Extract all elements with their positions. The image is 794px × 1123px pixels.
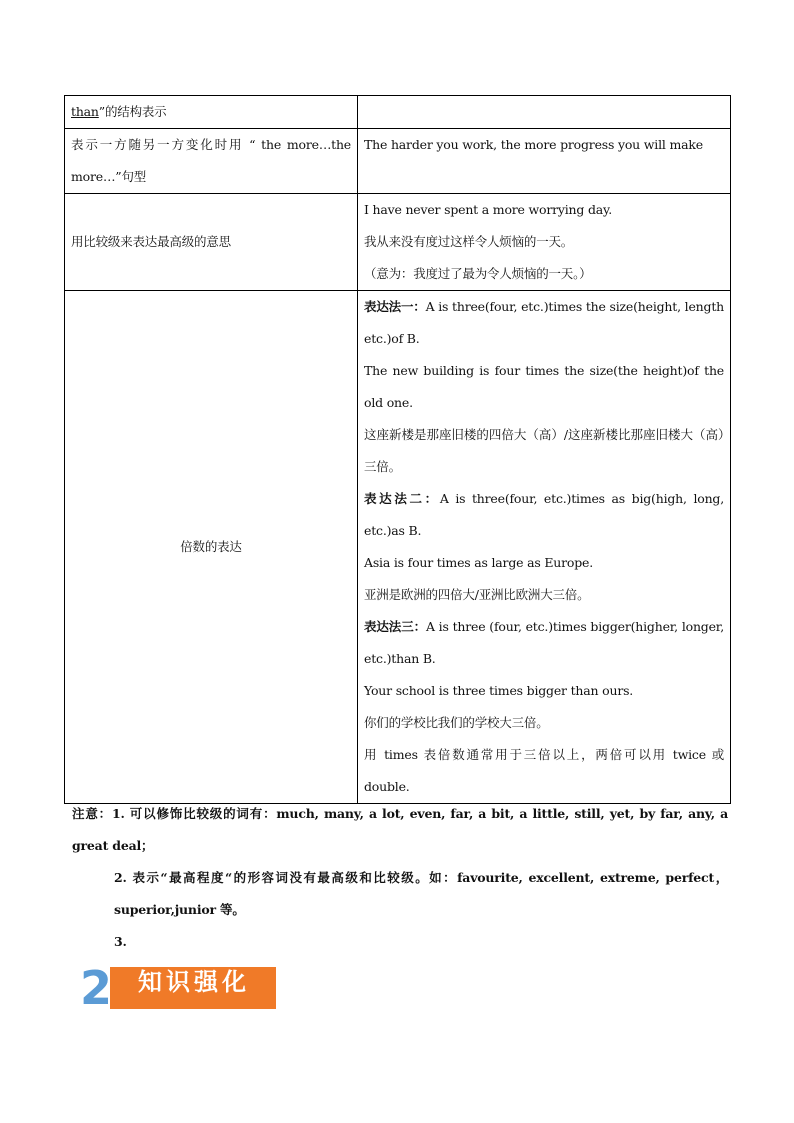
section-title: 知识强化 [138, 967, 250, 996]
table-cell [358, 96, 731, 129]
example-cn: 我从来没有度过这样令人烦恼的一天。 [364, 234, 574, 249]
table-row [65, 96, 731, 129]
table-row [65, 291, 731, 804]
method-text: A is three(four, etc.)times the size(height, length etc.)of B. [364, 299, 724, 346]
table-row [65, 129, 731, 194]
section-banner [80, 961, 276, 1015]
section-number: 2 [80, 961, 113, 1015]
method-2 [364, 483, 724, 547]
method-label: 表达法二： [364, 491, 440, 506]
example-cn: 你们的学校比我们的学校大三倍。 [364, 715, 549, 730]
table-cell [65, 96, 358, 129]
example-meaning: （意为：我度过了最为令人烦恼的一天。） [364, 266, 592, 281]
note-1: 注意：1. 可以修饰比较级的词有：much, many, a lot, even, far, a bit, a little, still, yet, by far, any, a great deal； [72, 806, 728, 853]
note-2: 2. 表示“最高程度“的形容词没有最高级和比较级。如：favourite, excellent, extreme, perfect，superior,junior 等。 [114, 870, 728, 917]
method-text: A is three(four, etc.)times as big(high, long, etc.)as B. [364, 491, 724, 538]
table-cell: The harder you work, the more progress you will make [358, 129, 731, 194]
table-cell: 表示一方随另一方变化时用 “ the more…the more…”句型 [65, 129, 358, 194]
example-en: Asia is four times as large as Europe. [364, 555, 593, 570]
grammar-table [64, 95, 731, 804]
times-note: 用 times 表倍数通常用于三倍以上，两倍可以用 twice 或 double. [364, 747, 724, 794]
note-3: 3. [114, 934, 127, 949]
method-3 [364, 611, 724, 675]
table-cell [358, 194, 731, 291]
example-cn: 亚洲是欧洲的四倍大/亚洲比欧洲大三倍。 [364, 587, 590, 602]
method-label: 表达法一： [364, 299, 426, 314]
example-en: The new building is four times the size(the height)of the old one. [364, 363, 724, 410]
cell-text: ”的结构表示 [98, 104, 167, 119]
method-text: A is three (four, etc.)times bigger(higher, longer, etc.)than B. [364, 619, 724, 666]
example-en: Your school is three times bigger than ours. [364, 683, 634, 698]
table-cell: 倍数的表达 [65, 291, 358, 804]
table-row [65, 194, 731, 291]
example-en: I have never spent a more worrying day. [364, 202, 613, 217]
example-cn: 这座新楼是那座旧楼的四倍大（高）/这座新楼比那座旧楼大（高）三倍。 [364, 427, 724, 474]
underlined-word: than [71, 104, 99, 119]
method-label: 表达法三： [364, 619, 426, 634]
method-1 [364, 291, 724, 355]
notes-section [72, 798, 728, 958]
table-cell [358, 291, 731, 804]
table-cell: 用比较级来表达最高级的意思 [65, 194, 358, 291]
